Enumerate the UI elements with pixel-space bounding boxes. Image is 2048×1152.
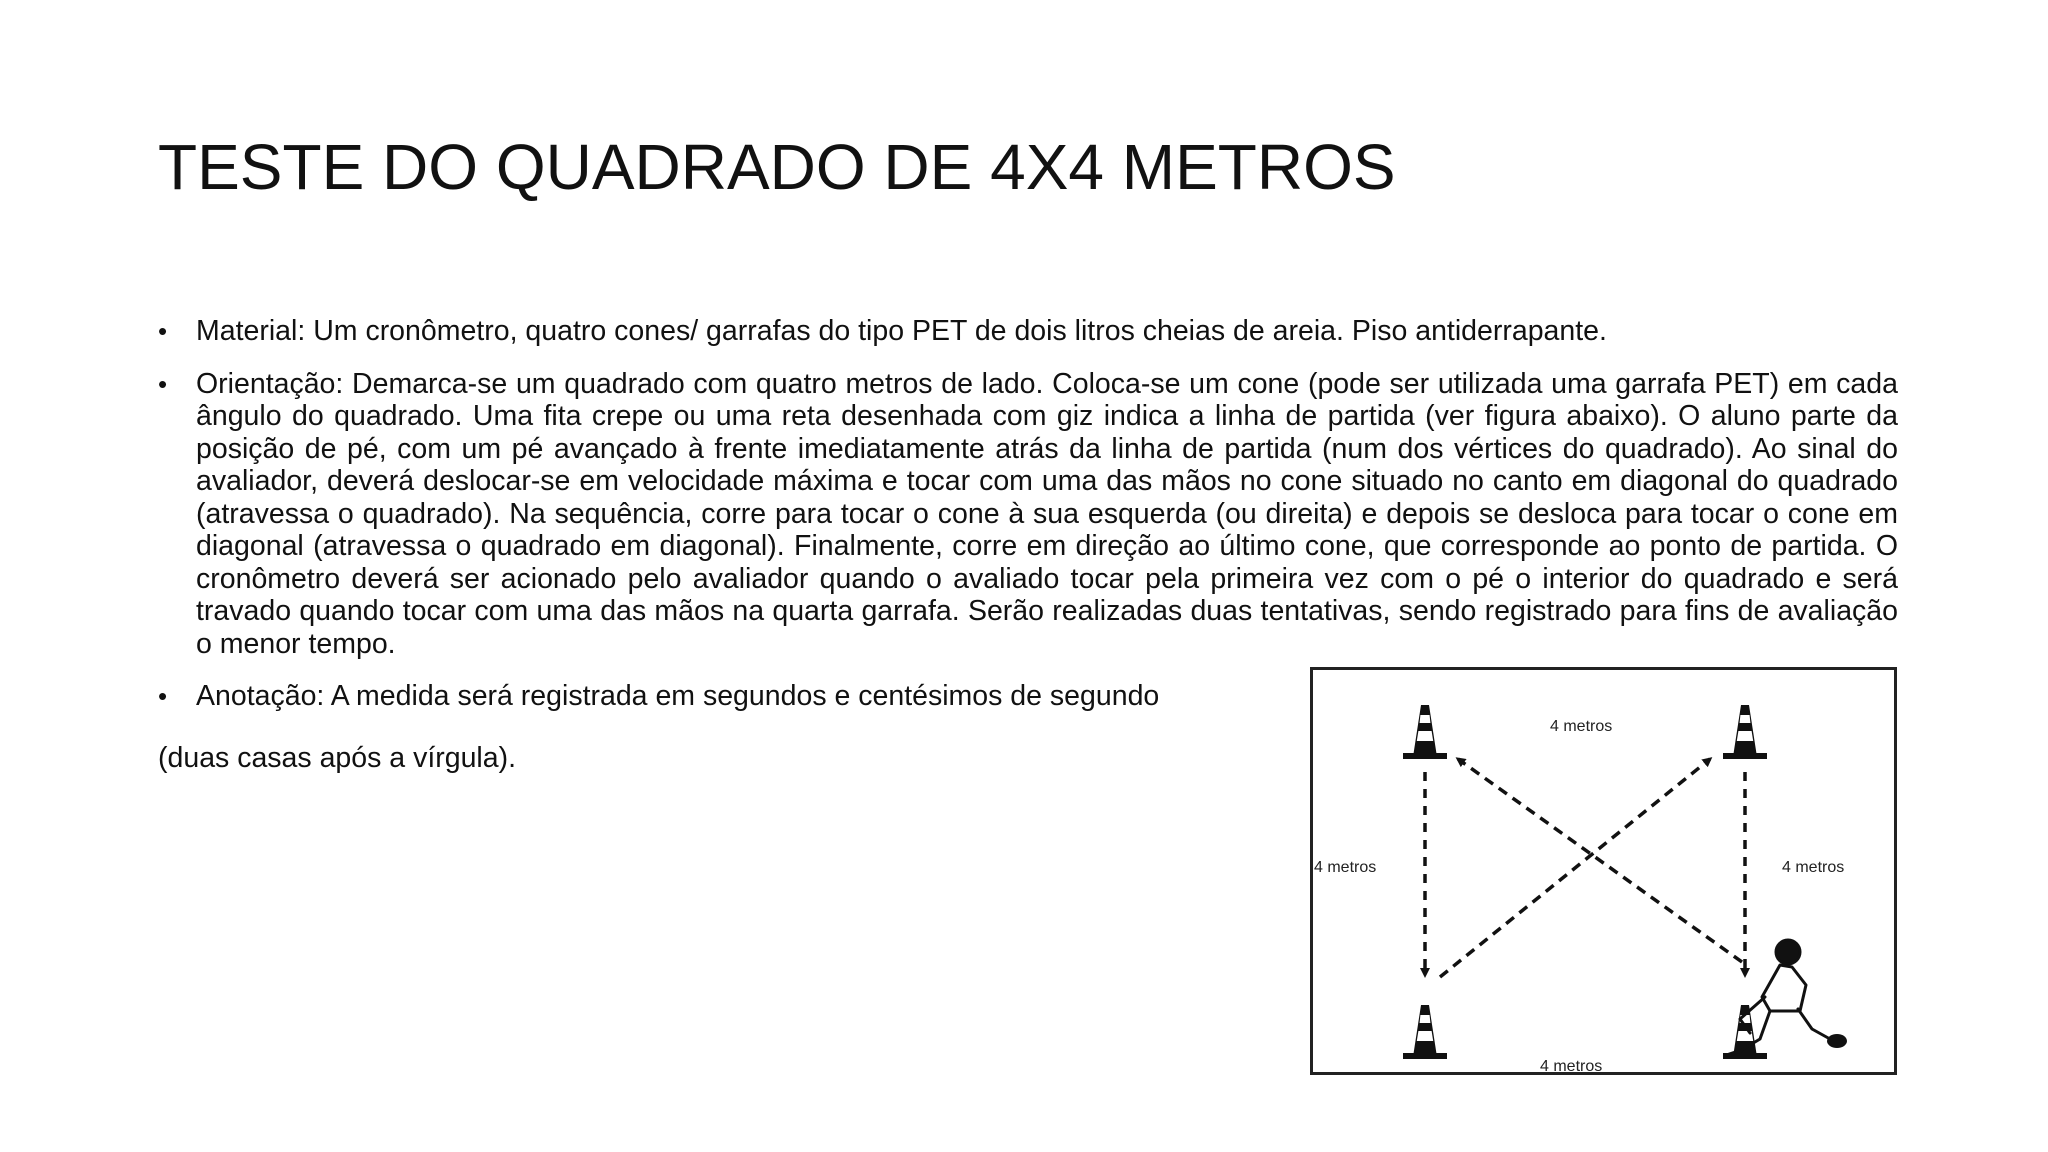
label-top: 4 metros <box>1550 718 1613 735</box>
bullet-marker: • <box>158 368 168 399</box>
label-right: 4 metros <box>1782 859 1845 876</box>
continuation-text: (duas casas após a vírgula). <box>158 742 517 774</box>
square-test-figure <box>1310 667 1897 1075</box>
bullet-orientacao <box>158 368 1898 661</box>
bullet-marker: • <box>158 681 168 711</box>
slide-title: TESTE DO QUADRADO DE 4X4 METROS <box>158 131 1396 203</box>
bullet-anotacao <box>158 680 1368 713</box>
bullet-text: Anotação: A medida será registrada em segundos e centésimos de segundo <box>196 680 1160 712</box>
label-left: 4 metros <box>1314 859 1377 876</box>
bullet-material <box>158 315 1898 348</box>
bullet-text: Orientação: Demarca-se um quadrado com quatro metros de lado. Coloca-se um cone (pode ser utilizada uma garrafa PET) em cada ângulo do quadrado. Uma fita crepe ou uma reta desenhada com giz indica a linha de partida (ver figura abaixo). O aluno parte da posição de pé, com um pé avançado à frente imediatamente atrás da linha de partida (num dos vértices do quadrado). Ao sinal do avaliador, deverá deslocar-se em velocidade máxima e tocar com uma das mãos no cone situado no canto em diagonal do quadrado (atravessa o quadrado). Na sequência, corre para tocar o cone à sua esquerda (ou direita) e depois se desloca para tocar o cone em diagonal (atravessa o quadrado em diagonal). Finalmente, corre em direção ao último cone, que corresponde ao ponto de partida. O cronômetro deverá ser acionado pelo avaliador quando o avaliado tocar pela primeira vez com o pé o interior do quadrado e será travado quando tocar com uma das mãos na quarta garrafa. Serão realizadas duas tentativas, sendo registrado para fins de avaliação o menor tempo. <box>196 367 1898 660</box>
bullet-text: Material: Um cronômetro, quatro cones/ garrafas do tipo PET de dois litros cheias de areia. Piso antiderrapante. <box>196 315 1607 347</box>
bullet-marker: • <box>158 316 168 346</box>
label-bottom: 4 metros <box>1540 1058 1603 1075</box>
